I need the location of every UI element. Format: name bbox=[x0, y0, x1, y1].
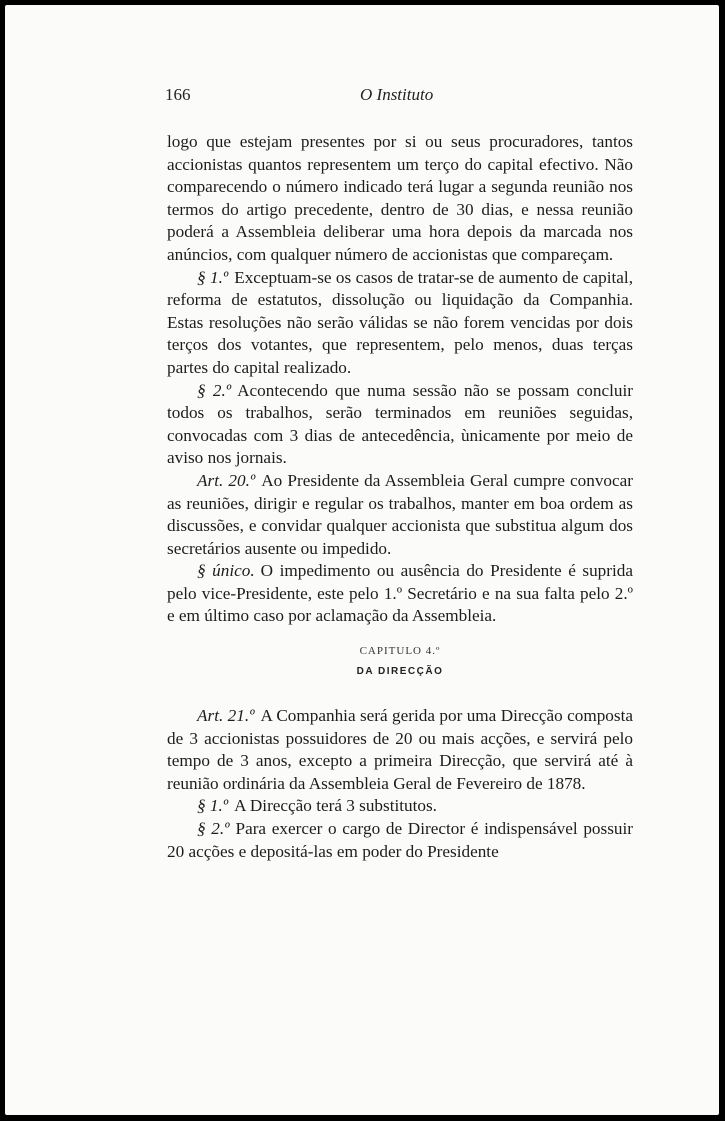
page-header bbox=[5, 85, 719, 111]
section-label: § 1.º bbox=[197, 267, 229, 287]
section-label: § 2.º bbox=[197, 819, 230, 839]
chapter-number: CAPITULO 4.º bbox=[359, 645, 441, 658]
article-label: Art. 20.º bbox=[197, 470, 256, 490]
paragraph-article-21: Art. 21.º A Companhia será gerida por uma Direcção composta de 3 accionistas possuidores de 20 ou mais acções, e servirá pelo tempo de 3 anos, excepto a primeira Direcção, que servirá até à reunião ordinária da Assembleia Geral de Fevereiro de 1878. bbox=[167, 706, 633, 793]
page-number: 166 bbox=[165, 85, 191, 104]
chapter-title: DA DIRECÇÃO bbox=[356, 666, 444, 678]
paragraph-section-1: § 1.º Exceptuam-se os casos de tratar-se de aumento de capital, reforma de estatutos, dissolução ou liquidação da Companhia. Estas resoluções não serão válidas se não forem vencidas por dois terços dos votantes, que representem, pelo menos, duas terças partes do capital realizado. bbox=[167, 267, 633, 377]
paragraph-section-1b: § 1.º A Direcção terá 3 substitutos. bbox=[197, 796, 437, 816]
section-label: § 2.º bbox=[197, 380, 232, 400]
section-label: § 1.º bbox=[197, 796, 229, 816]
book-page bbox=[5, 5, 719, 1115]
section-label: § único. bbox=[197, 561, 255, 581]
running-title: O Instituto bbox=[360, 85, 434, 104]
paragraph-section-2b: § 2.º Para exercer o cargo de Director é indispensável possuir 20 acções e depositá-las em poder do Presidente bbox=[167, 819, 633, 861]
article-label: Art. 21.º bbox=[197, 706, 255, 726]
paragraph-section-unico: § único. O impedimento ou ausência do Presidente é suprida pelo vice-Presidente, este pelo 1.º Secretário e na sua falta pelo 2.º e em último caso por aclamação da Assembleia. bbox=[167, 561, 633, 626]
paragraph-section-2: § 2.º Acontecendo que numa sessão não se possam concluir todos os trabalhos, serão terminados em reuniões seguidas, convocadas com 3 dias de antecedência, ùnicamente por meio de aviso nos jornais. bbox=[167, 380, 633, 468]
body-text bbox=[167, 131, 633, 863]
paragraph-article-20: Art. 20.º Ao Presidente da Assembleia Geral cumpre convocar as reuniões, dirigir e regular os trabalhos, manter em boa ordem as discussões, e convidar qualquer accionista que substitua algum dos secretários ausente ou impedido. bbox=[167, 470, 633, 558]
paragraph-continuation: logo que estejam presentes por si ou seus procuradores, tantos accionistas quantos representem um terço do capital efectivo. Não comparecendo o número indicado terá lugar a segunda reunião nos termos do artigo precedente, dentro de 30 dias, e nessa reunião poderá a Assembleia deliberar uma hora depois da marcada nos anúncios, com qualquer número de accionistas que compareçam. bbox=[167, 132, 633, 264]
